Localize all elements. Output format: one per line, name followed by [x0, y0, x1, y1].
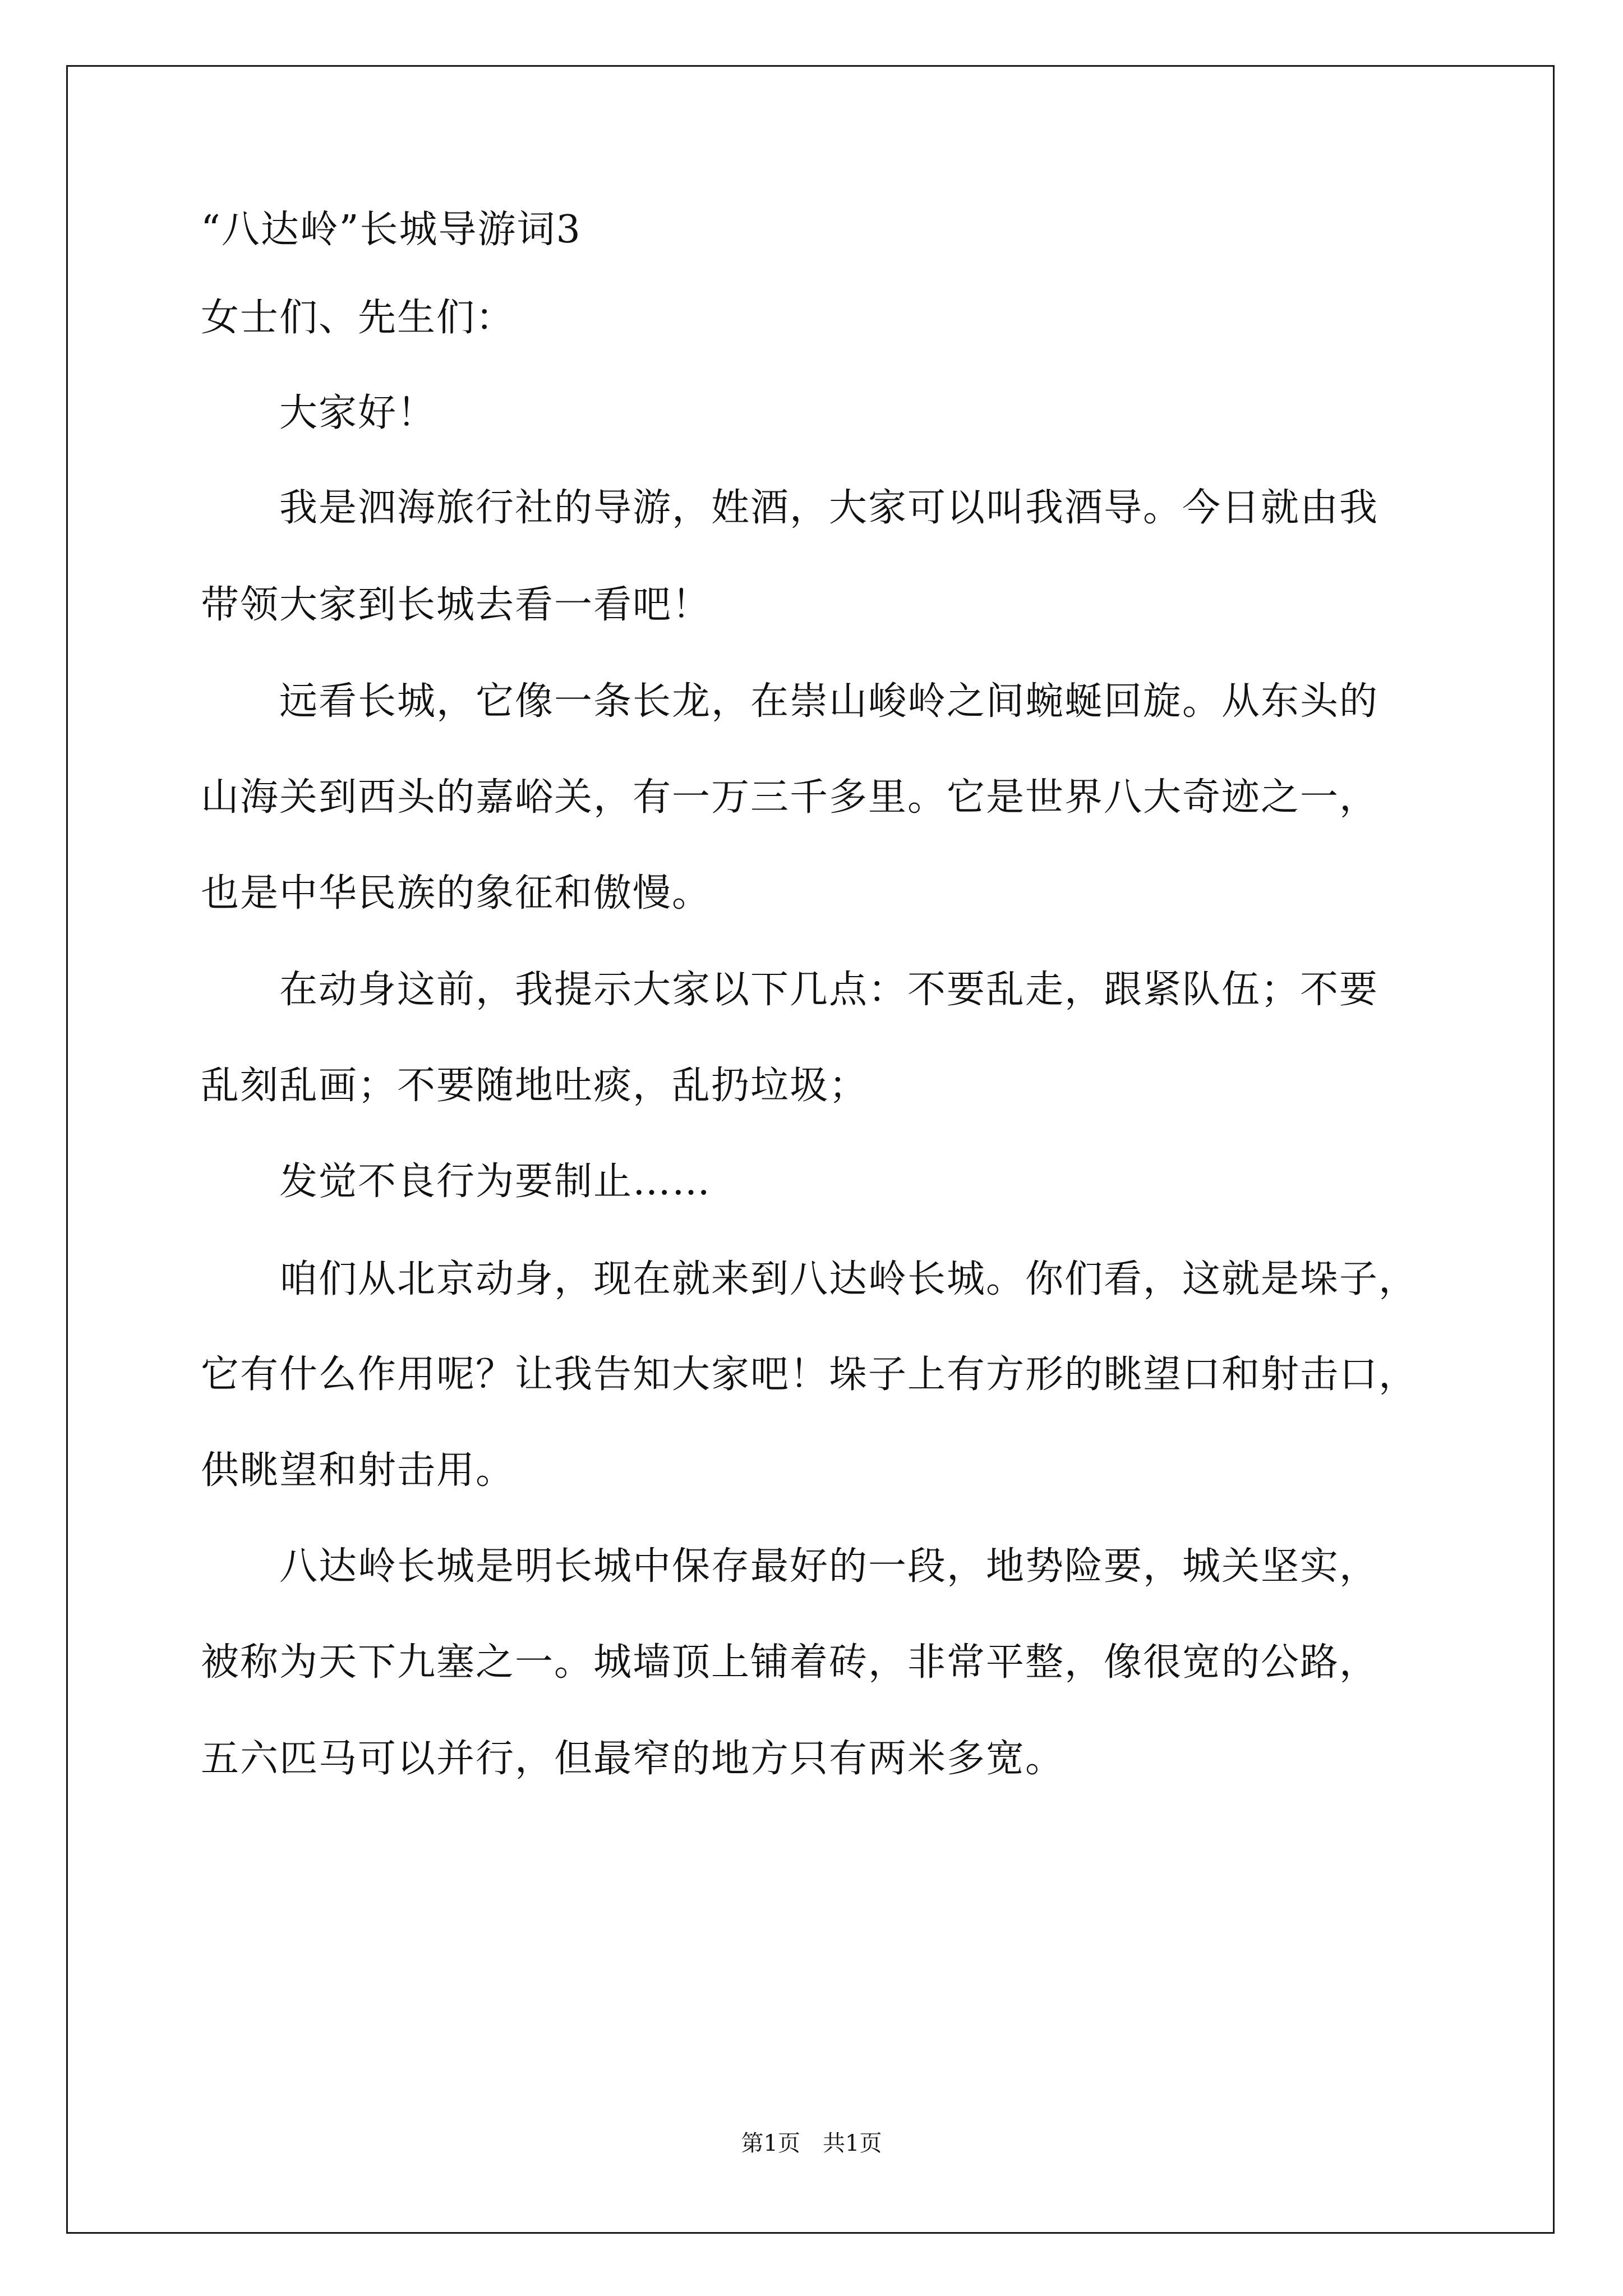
paragraph-line: 咱们从北京动身，现在就来到八达岭长城。你们看，这就是垛子，: [279, 1257, 1418, 1301]
paragraph-line: 五六匹马可以并行，但最窄的地方只有两米多宽。: [201, 1737, 1065, 1781]
paragraph-line: 在动身这前，我提示大家以下几点：不要乱走，跟紧队伍；不要: [279, 968, 1379, 1012]
paragraph-line: 大家好！: [279, 391, 437, 435]
document-title: “八达岭”长城导游词3: [201, 208, 582, 252]
paragraph-line: 带领大家到长城去看一看吧！: [201, 583, 712, 627]
paragraph-line: 八达岭长城是明长城中保存最好的一段，地势险要，城关坚实，: [279, 1544, 1379, 1589]
paragraph-line: 供眺望和射击用。: [201, 1448, 515, 1493]
paragraph-line: 发觉不良行为要制止……: [279, 1159, 712, 1204]
paragraph-line: 被称为天下九塞之一。城墙顶上铺着砖，非常平整，像很宽的公路，: [201, 1640, 1379, 1685]
salutation: 女士们、先生们：: [201, 296, 515, 340]
paragraph-line: 也是中华民族的象征和傲慢。: [201, 871, 712, 915]
paragraph-line: 山海关到西头的嘉峪关，有一万三千多里。它是世界八大奇迹之一，: [201, 775, 1379, 820]
paragraph-line: 远看长城，它像一条长龙，在崇山峻岭之间蜿蜒回旋。从东头的: [279, 679, 1379, 724]
page-border: [66, 65, 1555, 2234]
paragraph-line: 乱刻乱画；不要随地吐痰，乱扔垃圾；: [201, 1064, 869, 1108]
paragraph-line: 它有什么作用呢？让我告知大家吧！垛子上有方形的眺望口和射击口，: [201, 1352, 1418, 1397]
page-number-footer: 第1页 共1页: [741, 2131, 882, 2156]
paragraph-line: 我是泗海旅行社的导游，姓酒，大家可以叫我酒导。今日就由我: [279, 486, 1379, 530]
